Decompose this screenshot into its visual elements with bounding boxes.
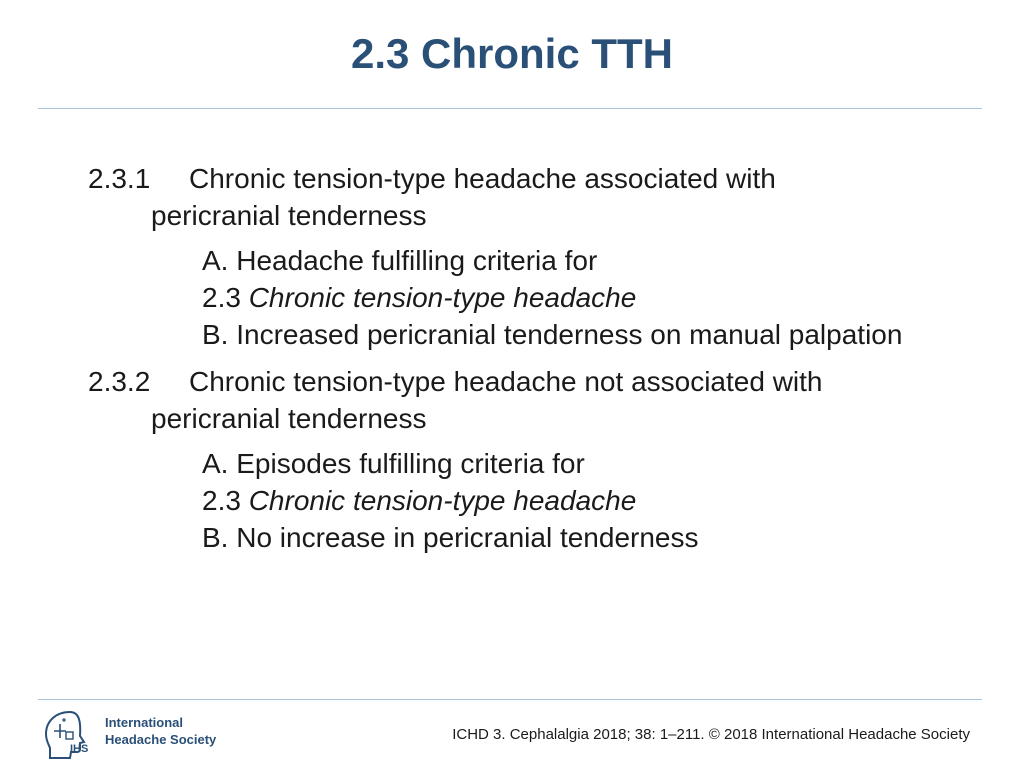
top-divider xyxy=(38,108,982,109)
criterion-a-italic: Chronic tension-type headache xyxy=(248,485,637,516)
ihs-logo xyxy=(40,708,240,762)
criteria-list xyxy=(88,242,988,353)
ihs-head-logo-icon xyxy=(40,708,102,762)
slide-content xyxy=(88,160,988,566)
section-number: 2.3.2 xyxy=(88,366,151,397)
logo-line1: International xyxy=(105,715,184,730)
citation: ICHD 3. Cephalalgia 2018; 38: 1–211. © 2018 International Headache Society xyxy=(452,726,970,743)
section-heading-line1: Chronic tension-type headache associated with xyxy=(189,163,776,194)
criterion-a-prefix: 2.3 xyxy=(202,485,249,516)
section-heading-line2: pericranial tenderness xyxy=(151,200,427,231)
criterion-b: B. No increase in pericranial tenderness xyxy=(202,522,699,553)
criterion-a-prefix: 2.3 xyxy=(202,282,249,313)
criterion-a-line1: A. Episodes fulfilling criteria for xyxy=(202,448,585,479)
logo-mark-text: IHS xyxy=(70,743,89,755)
slide-title: 2.3 Chronic TTH xyxy=(350,30,674,77)
criterion-a-line2 xyxy=(202,279,988,316)
section-heading xyxy=(88,363,988,437)
section-heading-line1: Chronic tension-type headache not associated with xyxy=(189,366,823,397)
criterion-a-line2 xyxy=(202,482,988,519)
criterion-b: B. Increased pericranial tenderness on manual palpation xyxy=(202,319,903,350)
bottom-divider xyxy=(38,699,982,700)
section-heading-line2: pericranial tenderness xyxy=(151,403,427,434)
section-number: 2.3.1 xyxy=(88,163,151,194)
logo-wordmark xyxy=(105,714,216,748)
logo-line2: Headache Society xyxy=(105,732,217,747)
criteria-list xyxy=(88,445,988,556)
section-2-3-1 xyxy=(88,160,988,353)
section-2-3-2 xyxy=(88,363,988,556)
section-heading xyxy=(88,160,988,234)
criterion-a-italic: Chronic tension-type headache xyxy=(248,282,637,313)
criterion-a-line1: A. Headache fulfilling criteria for xyxy=(202,245,598,276)
